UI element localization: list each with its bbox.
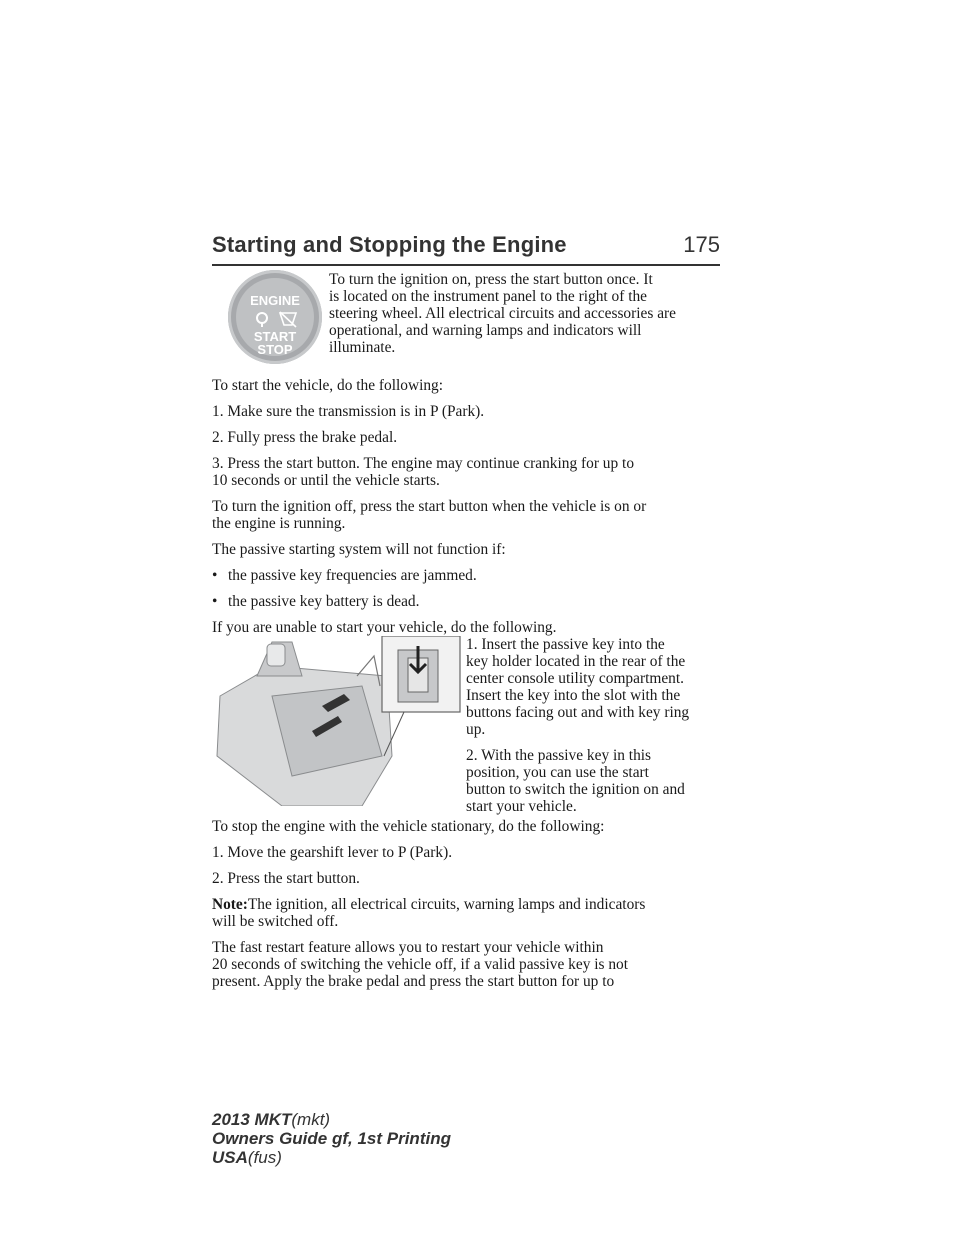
start-step: 1. Make sure the transmission is in P (Park).	[212, 403, 485, 420]
intro-line: steering wheel. All electrical circuits and accessories are	[329, 305, 676, 322]
backup-step-line: buttons facing out and with key ring	[466, 704, 690, 721]
stop-step: 1. Move the gearshift lever to P (Park).	[212, 844, 453, 861]
key-icon	[250, 310, 300, 328]
footer-market: USA	[212, 1148, 248, 1167]
start-step: 2. Fully press the brake pedal.	[212, 429, 398, 446]
stop-step: 2. Press the start button.	[212, 870, 360, 887]
backup-step-line: Insert the key into the slot with the	[466, 687, 681, 704]
intro-line: illuminate.	[329, 339, 396, 356]
note-line: will be switched off.	[212, 913, 339, 930]
intro-line: is located on the instrument panel to the right of the	[329, 288, 647, 305]
turn-off-line: the engine is running.	[212, 515, 346, 532]
restart-line: The fast restart feature allows you to restart your vehicle within	[212, 939, 604, 956]
button-label-engine: ENGINE	[250, 293, 300, 308]
header-divider	[212, 264, 720, 266]
restart-line: 20 seconds of switching the vehicle off, if a valid passive key is not	[212, 956, 629, 973]
center-console-key-holder-figure	[212, 636, 462, 806]
backup-step2-line: 2. With the passive key in this	[466, 747, 652, 764]
start-step: 10 seconds or until the vehicle starts.	[212, 472, 440, 489]
footer-model-code: (mkt)	[291, 1110, 331, 1129]
passive-bullet: • the passive key battery is dead.	[212, 593, 420, 610]
restart-line: present. Apply the brake pedal and press the start button for up to	[212, 973, 615, 990]
backup-step-line: 1. Insert the passive key into the	[466, 636, 665, 653]
footer-market-code: (fus)	[247, 1148, 282, 1167]
footer-model: 2013 MKT	[212, 1110, 292, 1129]
turn-off-line: To turn the ignition off, press the start button when the vehicle is on or	[212, 498, 647, 515]
passive-heading: The passive starting system will not function if:	[212, 541, 506, 558]
backup-step2-line: start your vehicle.	[466, 798, 577, 815]
start-step: 3. Press the start button. The engine may continue cranking for up to	[212, 455, 635, 472]
backup-step2-line: button to switch the ignition on and	[466, 781, 685, 798]
start-heading: To start the vehicle, do the following:	[212, 377, 444, 394]
footer-guide: Owners Guide gf, 1st Printing	[212, 1129, 451, 1148]
backup-step-line: key holder located in the rear of the	[466, 653, 686, 670]
stop-heading: To stop the engine with the vehicle stationary, do the following:	[212, 818, 605, 835]
page-number: 175	[683, 232, 720, 257]
section-title: Starting and Stopping the Engine	[212, 232, 567, 257]
intro-line: To turn the ignition on, press the start button once. It	[329, 271, 653, 288]
note-label: Note:	[212, 896, 248, 913]
page-footer	[212, 1110, 451, 1167]
passive-bullet: • the passive key frequencies are jammed.	[212, 567, 477, 584]
backup-step-line: up.	[466, 721, 486, 738]
unable-line: If you are unable to start your vehicle, do the following.	[212, 619, 557, 636]
intro-line: operational, and warning lamps and indicators will	[329, 322, 642, 339]
engine-start-stop-button-figure	[228, 270, 322, 364]
button-label-stop: STOP	[257, 342, 293, 357]
button-label-start: START	[253, 329, 297, 344]
backup-step-line: center console utility compartment.	[466, 670, 684, 687]
backup-step2-line: position, you can use the start	[466, 764, 649, 781]
note-line: Note:The ignition, all electrical circuits, warning lamps and indicators	[212, 896, 646, 913]
